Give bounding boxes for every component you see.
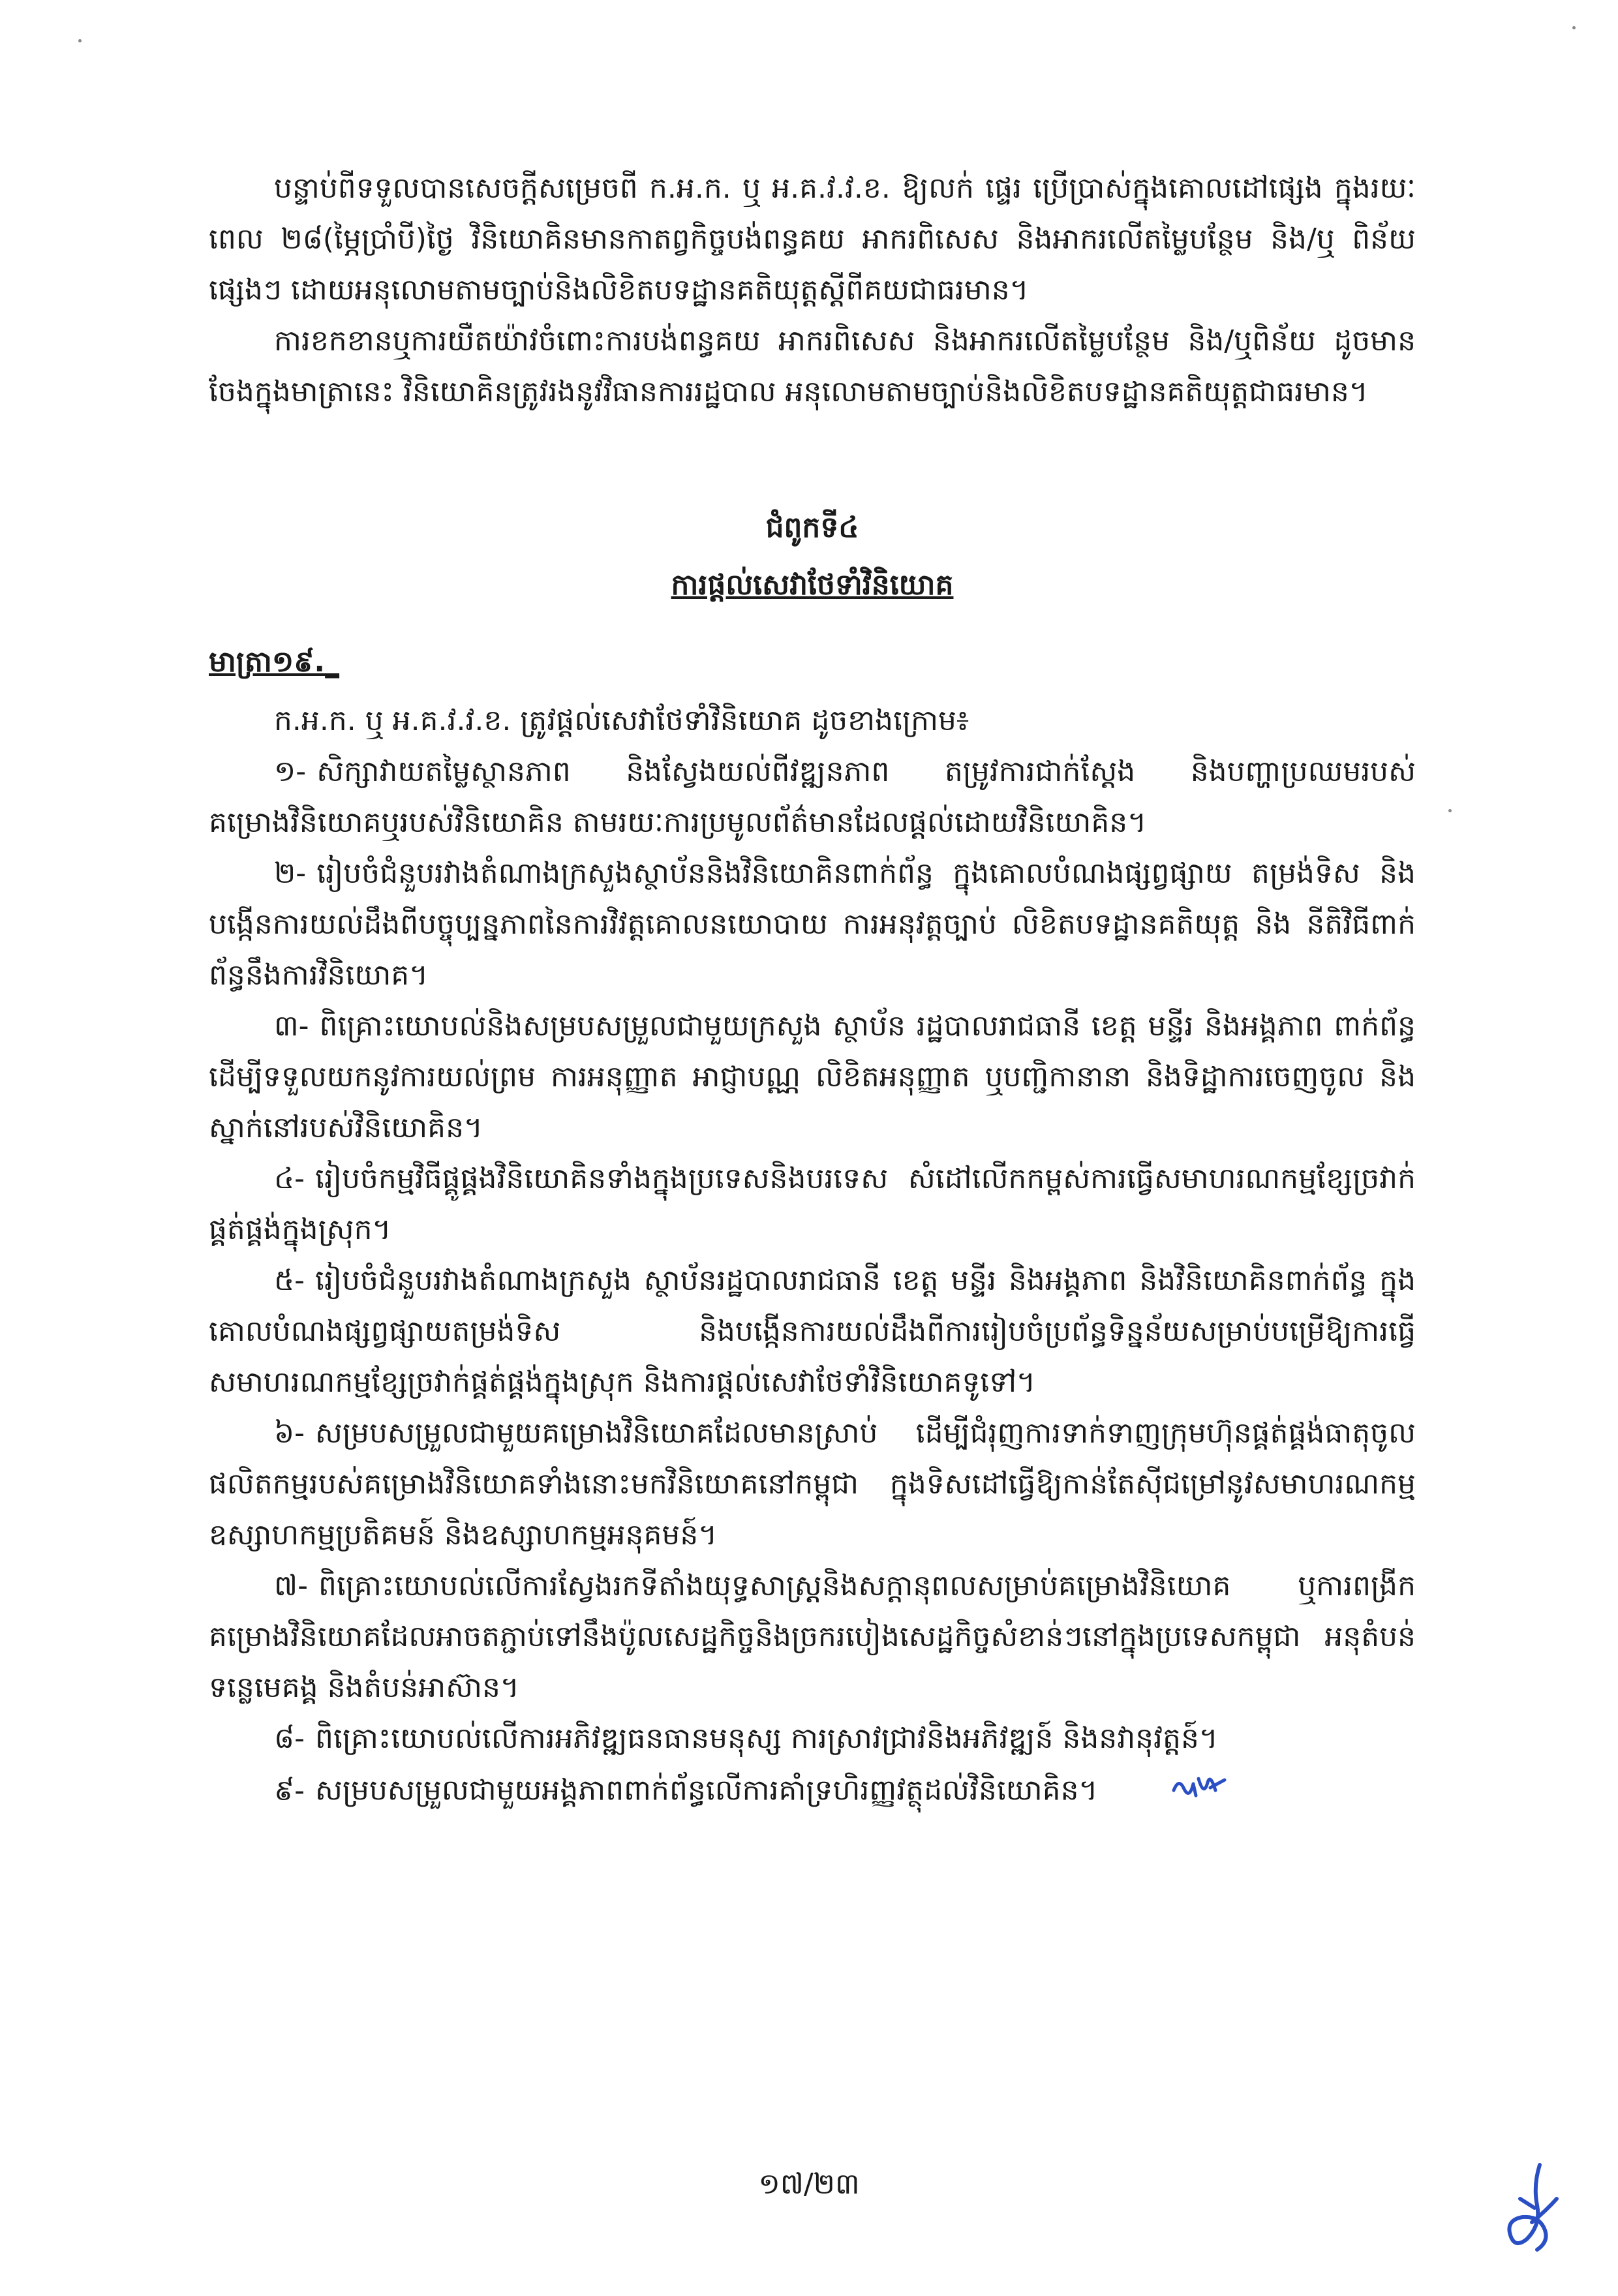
article-item [209,1154,1416,1255]
item-text: សម្របសម្រួលជាមួយអង្គភាពពាក់ព័ន្ធលើការគាំទ្រហិរញ្ញវត្ថុដល់វិនិយោគិន។ [315,1773,1098,1807]
signature-icon [1494,2160,1566,2260]
article-item [209,746,1416,848]
article-lead: ក.អ.ក. ឬ អ.គ.វ.វ.ខ. ត្រូវផ្តល់សេវាថែទាំវិនិយោគ ដូចខាងក្រោម៖ [274,704,969,737]
item-text: ពិគ្រោះយោបល់លើការអភិវឌ្ឍធនធានមនុស្ស ការស្រាវជ្រាវនិងអភិវឌ្ឍន៍ និងនវានុវត្តន៍។ [315,1722,1218,1755]
item-text: ពិគ្រោះយោបល់និងសម្របសម្រួលជាមួយក្រសួង ស្ថាប័ន រដ្ឋបាលរាជធានី ខេត្ត មន្ទីរ និងអង្គភាព ពាក់ព័ន្ធដើម្បីទទួលយកនូវការយល់ព្រម ការអនុញ្ញាត អាជ្ញាបណ្ណ លិខិតអនុញ្ញាត ឬបញ្ជិកានានា និងទិដ្ឋាការចេញចូល និងស្នាក់នៅរបស់វិនិយោគិន។ [209,1009,1416,1144]
item-text: រៀបចំជំនួបរវាងតំណាងក្រសួង ស្ថាប័នរដ្ឋបាលរាជធានី ខេត្ត មន្ទីរ និងអង្គភាព និងវិនិយោគិនពាក់ព័ន្ធ ក្នុងគោលបំណងផ្សព្វផ្សាយតម្រង់ទិស និងបង្កើនការយល់ដឹងពីការរៀបចំប្រព័ន្ធទិន្នន័យសម្រាប់បម្រើឱ្យការធ្វើ សមាហរណកម្មខ្សែច្រវាក់ផ្គត់ផ្គង់ក្នុងស្រុក និងការផ្តល់សេវាថែទាំវិនិយោគទូទៅ។ [209,1264,1416,1399]
article-item [209,1713,1416,1764]
scan-speck [78,39,82,42]
item-text: រៀបចំកម្មវិធីផ្គូផ្គងវិនិយោគិនទាំងក្នុងប្រទេសនិងបរទេស សំដៅលើកកម្ពស់ការធ្វើសមាហរណកម្មខ្សែច្រវាក់ ផ្គត់ផ្គង់ក្នុងស្រុក។ [209,1162,1416,1246]
item-number: ៣- [274,1009,309,1043]
item-number: ៥- [274,1264,305,1297]
page-number: ១៧/២៣ [758,2167,860,2201]
item-text: សម្របសម្រួលជាមួយគម្រោងវិនិយោគដែលមានស្រាប់ ដើម្បីជំរុញការទាក់ទាញក្រុមហ៊ុនផ្គត់ផ្គង់ធាតុចូល ផលិតកម្មរបស់គម្រោងវិនិយោគទាំងនោះមកវិនិយោគនៅកម្ពុជា ក្នុងទិសដៅធ្វើឱ្យកាន់តែស៊ីជម្រៅនូវសមាហរណកម្ម ឧស្សាហកម្មប្រតិគមន៍ និងឧស្សាហកម្មអនុគមន៍។ [209,1416,1416,1552]
article-item [209,1408,1416,1561]
item-number: ៦- [274,1416,305,1450]
item-text: សិក្សាវាយតម្លៃស្ថានភាព និងស្វែងយល់ពីវឌ្ឍនភាព តម្រូវការជាក់ស្តែង និងបញ្ហាប្រឈមរបស់ គម្រោងវិនិយោគឬរបស់វិនិយោគិន តាមរយៈការប្រមូលព័ត៌មានដែលផ្តល់ដោយវិនិយោគិន។ [209,755,1416,839]
item-number: ៤- [274,1162,305,1195]
item-text: រៀបចំជំនួបរវាងតំណាងក្រសួងស្ថាប័ននិងវិនិយោគិនពាក់ព័ន្ធ ក្នុងគោលបំណងផ្សព្វផ្សាយ តម្រង់ទិស និងបង្កើនការយល់ដឹងពីបច្ចុប្បន្នភាពនៃការវិវត្តគោលនយោបាយ ការអនុវត្តច្បាប់ លិខិតបទដ្ឋានគតិយុត្ត និង នីតិវិធីពាក់ព័ន្ធនឹងការវិនិយោគ។ [209,857,1416,992]
article-item [209,1255,1416,1408]
item-text: ពិគ្រោះយោបល់លើការស្វែងរកទីតាំងយុទ្ធសាស្ត្រនិងសក្តានុពលសម្រាប់គម្រោងវិនិយោគ ឬការពង្រីក គម្រោងវិនិយោគដែលអាចតភ្ជាប់ទៅនឹងប៉ូលសេដ្ឋកិច្ចនិងច្រករបៀងសេដ្ឋកិច្ចសំខាន់ៗនៅក្នុងប្រទេសកម្ពុជា អនុតំបន់ទន្លេមេគង្គ និងតំបន់អាស៊ាន។ [209,1569,1416,1704]
item-number: ៩- [274,1773,305,1807]
scan-speck [1448,809,1452,812]
document-body [209,163,1416,1820]
article-item [209,1001,1416,1154]
chapter-title: ការផ្តល់សេវាថែទាំវិនិយោគ [671,568,954,602]
item-number: ១- [274,755,307,788]
article-heading: មាត្រា១៩._ [209,645,340,679]
intro-paragraph: បន្ទាប់ពីទទួលបានសេចក្តីសម្រេចពី ក.អ.ក. ឬ អ.គ.វ.វ.ខ. ឱ្យលក់ ផ្ទេរ ប្រើប្រាស់ក្នុងគោលដៅផ្សេង ក្នុងរយៈពេល ២៨(ម្ភៃប្រាំបី)ថ្ងៃ វិនិយោគិនមានកាតព្វកិច្ចបង់ពន្ធគយ អាករពិសេស និងអាករលើតម្លៃបន្ថែម និង/ឬ ពិន័យផ្សេងៗ ដោយអនុលោមតាមច្បាប់និងលិខិតបទដ្ឋានគតិយុត្តស្តីពីគយជាធរមាន។ [209,172,1416,307]
article-item [209,848,1416,1001]
scan-speck [1572,26,1576,29]
chapter-number: ជំពូកទី៤ [765,511,859,544]
item-number: ២- [274,857,307,890]
handwritten-initials-icon [1105,1764,1229,1820]
intro-paragraph: ការខកខានឬការយឺតយ៉ាវចំពោះការបង់ពន្ធគយ អាករពិសេស និងអាករលើតម្លៃបន្ថែម និង/ឬពិន័យ ដូចមាន ចែងក្នុងមាត្រានេះ វិនិយោគិនត្រូវរងនូវវិធានការរដ្ឋបាល អនុលោមតាមច្បាប់និងលិខិតបទដ្ឋានគតិយុត្តជាធរមាន។ [209,324,1416,408]
article-item [209,1561,1416,1713]
item-number: ៨- [274,1722,305,1755]
article-item [209,1764,1416,1820]
item-number: ៧- [274,1569,308,1602]
